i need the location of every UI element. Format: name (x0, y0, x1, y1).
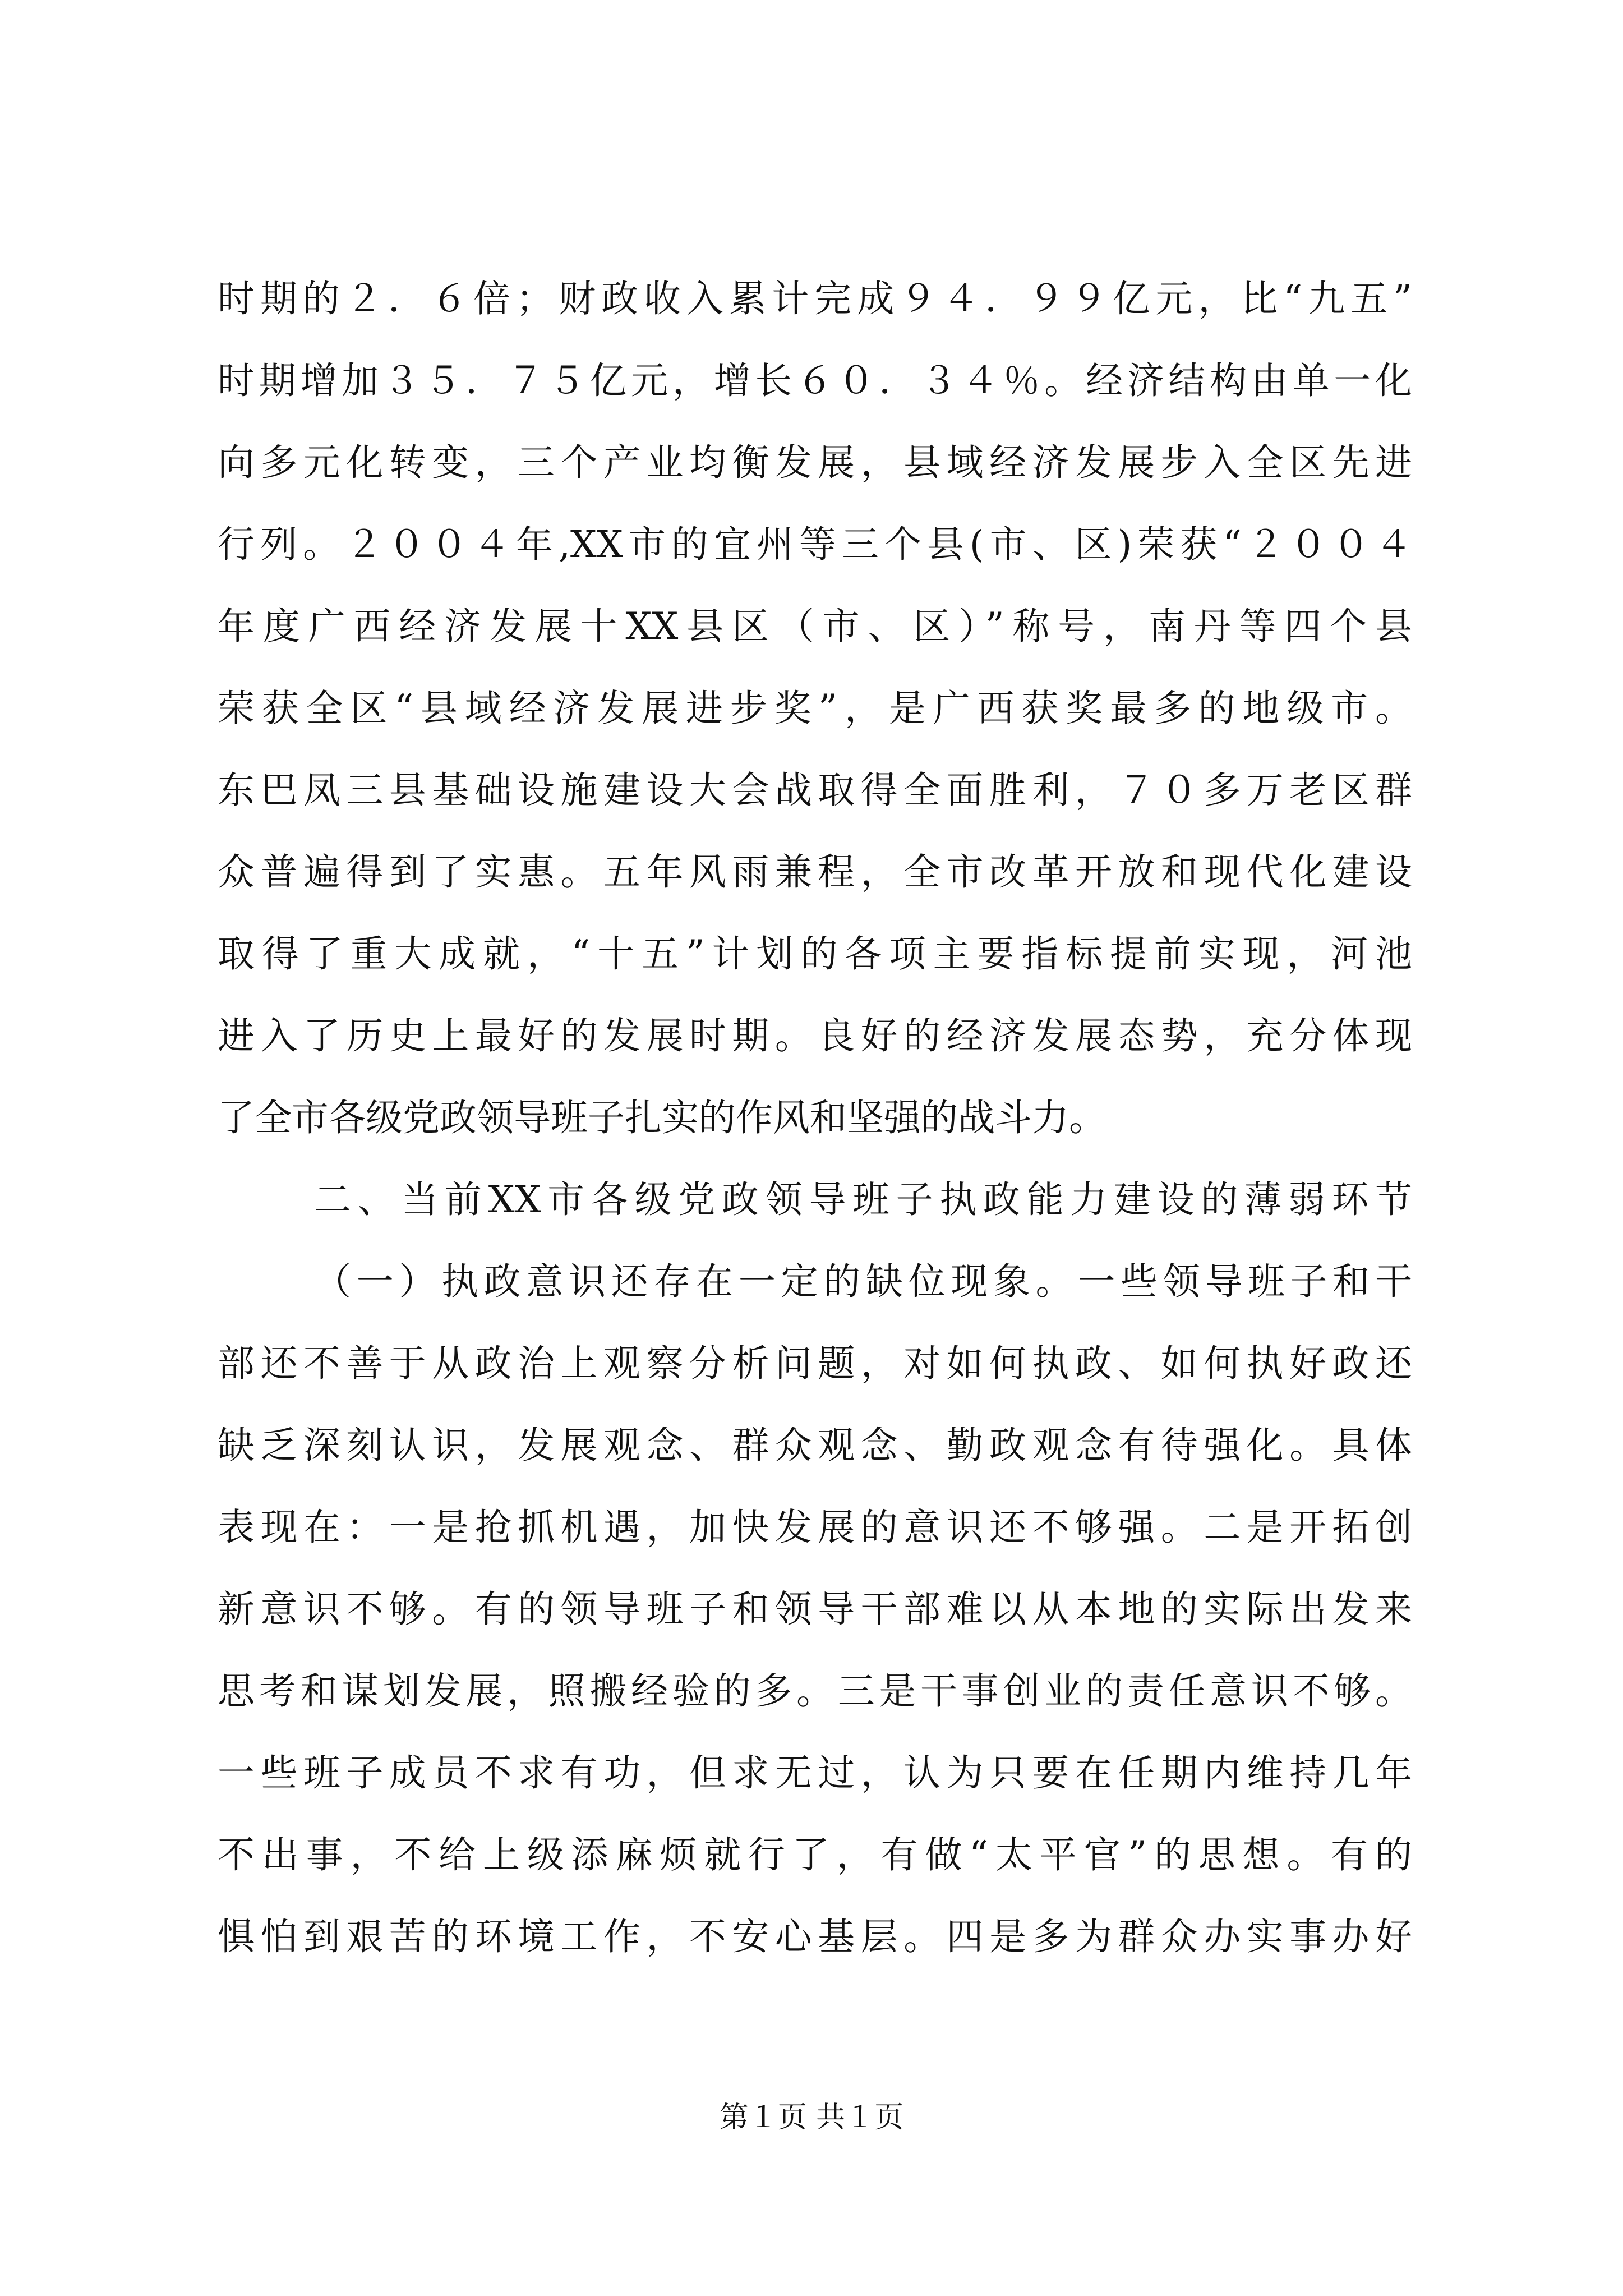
text-line: 向多元化转变，三个产业均衡发展，县域经济发展步入全区先进 (218, 441, 1412, 484)
text-line: 部还不善于从政治上观察分析问题，对如何执政、如何执好政还 (218, 1342, 1412, 1385)
text-line: 东巴凤三县基础设施建设大会战取得全面胜利，７０多万老区群 (218, 769, 1412, 812)
text-line: 荣获全区“县域经济发展进步奖”，是广西获奖最多的地级市。 (218, 687, 1412, 730)
text-line: 众普遍得到了实惠。五年风雨兼程，全市改革开放和现代化建设 (218, 850, 1412, 894)
text-line: 取得了重大成就，“十五”计划的各项主要指标提前实现，河池 (218, 932, 1412, 976)
text-line: 年度广西经济发展十XX县区（市、区）”称号，南丹等四个县 (218, 605, 1412, 648)
page-number: 第１页 共１页 (719, 2101, 904, 2134)
text-line: 缺乏深刻认识，发展观念、群众观念、勤政观念有待强化。具体 (218, 1424, 1412, 1467)
body-text (218, 258, 1412, 1978)
text-line: 了全市各级党政领导班子扎实的作风和坚强的战斗力。 (218, 1096, 1106, 1139)
text-line: 思考和谋划发展，照搬经验的多。三是干事创业的责任意识不够。 (218, 1669, 1412, 1713)
section-heading: 二、当前XX市各级党政领导班子执政能力建设的薄弱环节 (314, 1178, 1412, 1221)
text-line: （一）执政意识还存在一定的缺位现象。一些领导班子和干 (314, 1260, 1412, 1303)
text-line: 不出事，不给上级添麻烦就行了，有做“太平官”的思想。有的 (218, 1833, 1412, 1876)
text-line: 一些班子成员不求有功，但求无过，认为只要在任期内维持几年 (218, 1751, 1412, 1795)
text-line: 惧怕到艰苦的环境工作，不安心基层。四是多为群众办实事办好 (218, 1915, 1412, 1958)
text-line: 时期增加３５．７５亿元，增长６０．３４％。经济结构由单一化 (218, 359, 1412, 402)
text-line: 时期的２．６倍；财政收入累计完成９４．９９亿元，比“九五” (218, 277, 1412, 320)
text-line: 进入了历史上最好的发展时期。良好的经济发展态势，充分体现 (218, 1014, 1412, 1057)
text-line: 行列。２００４年,XX市的宜州等三个县(市、区)荣获“２００４ (218, 523, 1412, 566)
text-line: 表现在：一是抢抓机遇，加快发展的意识还不够强。二是开拓创 (218, 1506, 1412, 1549)
text-line: 新意识不够。有的领导班子和领导干部难以从本地的实际出发来 (218, 1588, 1412, 1631)
